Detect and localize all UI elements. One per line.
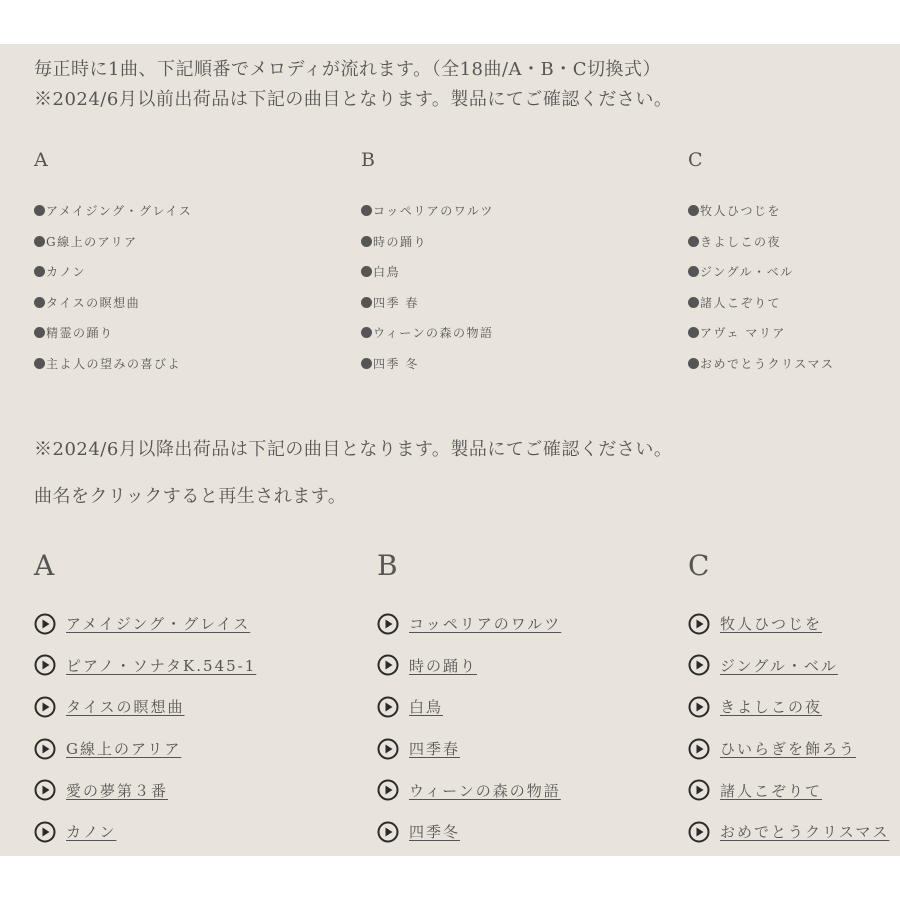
new-song-list (377, 603, 561, 853)
song-title-link[interactable]: おめでとうクリスマス (720, 823, 890, 842)
song-play-link[interactable] (688, 728, 889, 770)
old-song-title: ジングル・ベル (700, 265, 794, 280)
song-play-link[interactable] (688, 686, 889, 728)
old-song-title: 主よ人の望みの喜びよ (46, 356, 182, 371)
song-play-link[interactable] (34, 645, 256, 687)
song-title-link[interactable]: G線上のアリア (66, 740, 182, 759)
old-song-item (361, 288, 494, 319)
old-column-heading: B (361, 149, 375, 171)
new-song-list (34, 603, 256, 853)
old-song-item (361, 196, 494, 227)
play-circle-icon[interactable] (377, 779, 399, 801)
play-circle-icon[interactable] (34, 696, 56, 718)
old-song-item (361, 318, 494, 349)
song-title-link[interactable]: コッペリアのワルツ (409, 615, 562, 634)
old-song-title: G線上のアリア (46, 234, 138, 249)
play-circle-icon[interactable] (688, 821, 710, 843)
old-song-item (688, 257, 835, 288)
old-song-item (688, 227, 835, 258)
old-song-title: 牧人ひつじを (700, 204, 782, 218)
old-song-title: アヴェ マリア (700, 326, 786, 341)
old-song-title: アメイジング・グレイス (46, 204, 193, 218)
old-list-column-b (361, 148, 661, 371)
old-song-item (34, 318, 192, 349)
bullet-icon (34, 358, 45, 369)
play-circle-icon[interactable] (34, 613, 56, 635)
song-title-link[interactable]: ウィーンの森の物語 (409, 781, 561, 800)
old-list-column-a (34, 148, 334, 371)
new-column-heading: C (688, 549, 710, 582)
bullet-icon (688, 327, 699, 338)
new-list-column-b (377, 549, 677, 842)
song-title-link[interactable]: 時の踊り (409, 656, 478, 675)
song-play-link[interactable] (377, 603, 561, 645)
bullet-icon (688, 297, 699, 308)
intro-line-1: 毎正時に1曲、下記順番でメロディが流れます。（全18曲/A・B・C切換式） (34, 59, 662, 80)
bullet-icon (34, 327, 45, 338)
old-song-item (361, 349, 494, 380)
old-song-item (34, 349, 192, 380)
song-title-link[interactable]: 四季春 (409, 740, 461, 759)
old-song-title: タイスの瞑想曲 (46, 295, 141, 310)
old-song-item (688, 288, 835, 319)
old-song-item (34, 227, 192, 258)
play-circle-icon[interactable] (377, 821, 399, 843)
old-list-column-c (688, 148, 900, 371)
song-title-link[interactable]: ピアノ・ソナタK.545-1 (66, 656, 257, 675)
old-song-title: おめでとうクリスマス (700, 356, 835, 371)
play-circle-icon[interactable] (688, 613, 710, 635)
song-title-link[interactable]: カノン (66, 823, 117, 842)
song-play-link[interactable] (377, 728, 561, 770)
bullet-icon (34, 236, 45, 247)
song-title-link[interactable]: 牧人ひつじを (720, 615, 823, 634)
old-song-title: 四季 春 (373, 295, 419, 310)
song-play-link[interactable] (688, 769, 889, 811)
new-list-column-c (688, 549, 900, 842)
play-circle-icon[interactable] (377, 613, 399, 635)
play-circle-icon[interactable] (377, 696, 399, 718)
play-circle-icon[interactable] (688, 738, 710, 760)
play-circle-icon[interactable] (377, 738, 399, 760)
old-song-item (688, 196, 835, 227)
old-song-title: コッペリアのワルツ (373, 204, 494, 218)
bullet-icon (361, 205, 372, 216)
song-title-link[interactable]: 愛の夢第３番 (66, 781, 169, 800)
bullet-icon (34, 297, 45, 308)
play-circle-icon[interactable] (34, 821, 56, 843)
play-circle-icon[interactable] (688, 779, 710, 801)
song-play-link[interactable] (34, 728, 256, 770)
new-song-list (688, 603, 889, 853)
new-list-column-a (34, 549, 334, 842)
song-play-link[interactable] (377, 811, 561, 853)
old-song-title: きよしこの夜 (700, 234, 782, 249)
bullet-icon (34, 205, 45, 216)
old-song-item (34, 257, 192, 288)
old-song-item (361, 257, 494, 288)
old-song-item (34, 288, 192, 319)
play-circle-icon[interactable] (688, 696, 710, 718)
play-circle-icon[interactable] (34, 738, 56, 760)
old-column-heading: A (34, 149, 48, 171)
intro-line-2: ※2024/6月以前出荷品は下記の曲目となります。製品にてご確認ください。 (34, 89, 673, 110)
old-song-item (688, 318, 835, 349)
song-play-link[interactable] (688, 811, 889, 853)
song-play-link[interactable] (377, 769, 561, 811)
song-play-link[interactable] (377, 645, 561, 687)
song-play-link[interactable] (34, 603, 256, 645)
bullet-icon (688, 236, 699, 247)
bullet-icon (361, 358, 372, 369)
play-circle-icon[interactable] (34, 779, 56, 801)
old-song-item (34, 196, 192, 227)
intro-line-3: ※2024/6月以降出荷品は下記の曲目となります。製品にてご確認ください。 (34, 439, 673, 460)
song-title-link[interactable]: ジングル・ベル (720, 656, 838, 675)
play-circle-icon[interactable] (34, 654, 56, 676)
new-column-heading: A (34, 549, 55, 582)
bullet-icon (688, 205, 699, 216)
old-song-list (361, 196, 494, 380)
song-title-link[interactable]: アメイジング・グレイス (66, 615, 251, 634)
play-circle-icon[interactable] (688, 654, 710, 676)
bullet-icon (361, 327, 372, 338)
bullet-icon (361, 297, 372, 308)
old-song-title: 諸人こぞりて (700, 295, 782, 310)
bullet-icon (361, 236, 372, 247)
old-song-title: 時の踊り (373, 234, 428, 249)
bullet-icon (361, 266, 372, 277)
old-song-item (361, 227, 494, 258)
song-title-link[interactable]: ひいらぎを飾ろう (720, 740, 857, 759)
old-song-title: ウィーンの森の物語 (373, 326, 494, 341)
bullet-icon (688, 266, 699, 277)
song-title-link[interactable]: タイスの瞑想曲 (66, 698, 185, 717)
song-title-link[interactable]: 諸人こぞりて (720, 781, 823, 800)
song-play-link[interactable] (688, 603, 889, 645)
song-play-link[interactable] (688, 645, 889, 687)
new-column-heading: B (377, 549, 398, 582)
old-song-title: 四季 冬 (373, 356, 419, 371)
song-play-link[interactable] (377, 686, 561, 728)
old-song-list (688, 196, 835, 380)
old-song-item (688, 349, 835, 380)
old-song-title: カノン (46, 265, 87, 280)
song-play-link[interactable] (34, 686, 256, 728)
song-title-link[interactable]: 四季冬 (409, 823, 461, 842)
song-play-link[interactable] (34, 811, 256, 853)
intro-line-4: 曲名をクリックすると再生されます。 (34, 486, 347, 507)
old-song-title: 精霊の踊り (46, 326, 114, 341)
bullet-icon (34, 266, 45, 277)
old-song-title: 白鳥 (373, 265, 401, 280)
song-play-link[interactable] (34, 769, 256, 811)
play-circle-icon[interactable] (377, 654, 399, 676)
old-song-list (34, 196, 192, 380)
bullet-icon (688, 358, 699, 369)
song-title-link[interactable]: きよしこの夜 (720, 698, 823, 717)
old-column-heading: C (688, 149, 703, 171)
song-title-link[interactable]: 白鳥 (409, 698, 444, 717)
